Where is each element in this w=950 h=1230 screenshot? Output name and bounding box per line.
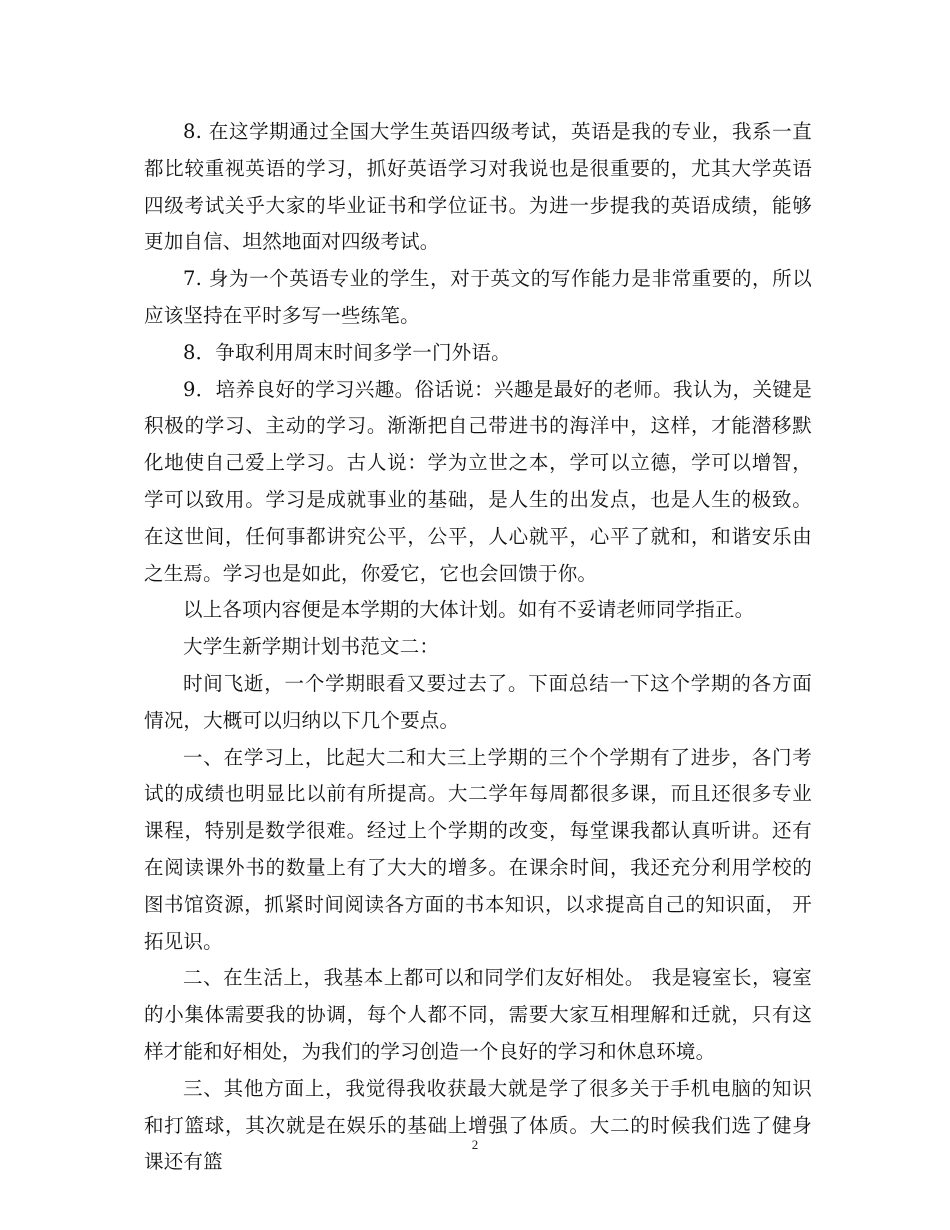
document-body xyxy=(144,114,812,1181)
paragraph-item-7-writing: 7. 身为一个英语专业的学生，对于英文的写作能力是非常重要的，所以应该坚持在平时多写一些练笔。 xyxy=(144,267,812,327)
paragraph-life: 二、在生活上，我基本上都可以和同学们友好相处。 我是寝室长，寝室的小集体需要我的协调，每个人都不同，需要大家互相理解和迁就，只有这样才能和好相处，为我们的学习创造一个良好的学习和休息环境。 xyxy=(144,966,812,1063)
paragraph-intro: 时间飞逝，一个学期眼看又要过去了。下面总结一下这个学期的各方面情况，大概可以归纳以下几个要点。 xyxy=(144,671,812,732)
section-heading-sample-two: 大学生新学期计划书范文二： xyxy=(183,635,440,659)
paragraph-item-8-foreign-language: 8．争取利用周末时间多学一门外语。 xyxy=(183,340,511,364)
paragraph-other: 三、其他方面上，我觉得我收获最大就是学了很多关于手机电脑的知识和打篮球，其次就是在娱乐的基础上增强了体质。大二的时候我们选了健身课还有篮 xyxy=(144,1076,812,1174)
paragraph-study: 一、在学习上，比起大二和大三上学期的三个个学期有了进步，各门考试的成绩也明显比以前有所提高。大二学年每周都很多课，而且还很多专业课程，特别是数学很难。经过上个学期的改变，每堂课我都认真听讲。还有在阅读课外书的数量上有了大大的增多。在课余时间，我还充分利用学校的图书馆资源，抓紧时间阅读各方面的书本知识，以求提高自己的知识面， 开拓见识。 xyxy=(144,745,812,953)
paragraph-item-9-interest: 9．培养良好的学习兴趣。俗话说：兴趣是最好的老师。我认为，关键是积极的学习、主动的学习。渐渐把自己带进书的海洋中，这样，才能潜移默化地使自己爱上学习。古人说：学为立世之本，学可以立德，学可以增智，学可以致用。学习是成就事业的基础，是人生的出发点，也是人生的极致。在这世间，任何事都讲究公平，公平，人心就平，心平了就和，和谐安乐由之生焉。学习也是如此，你爱它，它也会回馈于你。 xyxy=(144,377,812,585)
paragraph-item-8-english-exam: 8. 在这学期通过全国大学生英语四级考试，英语是我的专业，我系一直都比较重视英语的学习，抓好英语学习对我说也是很重要的，尤其大学英语四级考试关乎大家的毕业证书和学位证书。为进一步提我的英语成绩，能够更加自信、坦然地面对四级考试。 xyxy=(144,120,812,254)
page-number: 2 xyxy=(471,1137,479,1152)
paragraph-summary: 以上各项内容便是本学期的大体计划。如有不妥请老师同学指正。 xyxy=(183,598,755,622)
